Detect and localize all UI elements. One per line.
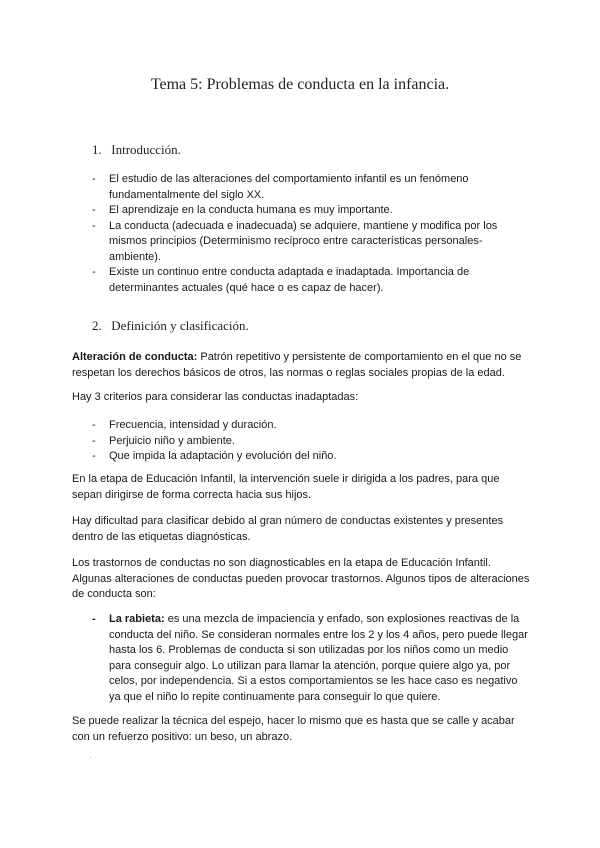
section-title: Introducción. [111, 142, 181, 157]
list-item: - El estudio de las alteraciones del comportamiento infantil es un fenómeno fundamentalmente del siglo XX. [92, 172, 522, 203]
rabieta-body [92, 612, 532, 705]
list-item: - La conducta (adecuada e inadecuada) se adquiere, mantiene y modifica por los mismos principios (Determinismo recíproco entre características personales-ambiente). [92, 219, 522, 266]
section-number: 1. [92, 142, 102, 157]
section-title: Definición y clasificación. [111, 318, 249, 333]
section-heading-introduccion [92, 142, 181, 158]
rabieta-term: La rabieta: [109, 613, 165, 625]
page-title: Tema 5: Problemas de conducta en la infancia. [150, 76, 450, 93]
paragraph-trastornos: Los trastornos de conductas no son diagnosticables en la etapa de Educación Infantil. Algunas alteraciones de conductas pueden provocar trastornos. Algunos tipos de alteraciones de conducta son: [72, 557, 530, 600]
intro-list [92, 172, 522, 296]
paragraph-dificultad: Hay dificultad para clasificar debido al gran número de conductas existentes y presentes dentro de las etiquetas diagnósticas. [72, 515, 504, 543]
list-item: - Perjuicio niño y ambiente. [92, 434, 522, 450]
list-item: - El aprendizaje en la conducta humana es muy importante. [92, 203, 522, 219]
definition-paragraph [72, 350, 532, 381]
list-dash: - [92, 613, 96, 625]
rabieta-text: es una mezcla de impaciencia y enfado, son explosiones reactivas de la conducta del niño. Se consideran normales entre los 2 y los 4 años, pero puede llegar hasta los 6. Problemas de conducta si son utilizadas por los niños como un medio para conseguir algo. Lo utilizan para llamar la atención, porque quiere algo ya, por celos, por independencia. Si a estos comportamientos se les hace caso es negativo ya que el niño lo repite continuamente para conseguir lo que quiere. [109, 613, 528, 703]
section-number: 2. [92, 318, 102, 333]
list-item: - Frecuencia, intensidad y duración. [92, 418, 522, 434]
paragraph-etapa: En la etapa de Educación Infantil, la intervención suele ir dirigida a los padres, para que sepan dirigirse de forma correcta hacia sus hijos. [72, 473, 500, 501]
page-mark [90, 757, 91, 758]
section-heading-definicion [92, 318, 249, 334]
rabieta-item [92, 612, 532, 705]
definition-term: Alteración de conducta: [72, 351, 198, 363]
definition-text: Patrón repetitivo y persistente de comportamiento en el que no se respetan los derechos básicos de otros, las normas o reglas sociales propias de la edad. [72, 351, 522, 379]
closing-paragraph: Se puede realizar la técnica del espejo, hacer lo mismo que es hasta que se calle y acabar con un refuerzo positivo: un beso, un abrazo. [72, 715, 515, 743]
criteria-intro: Hay 3 criterios para considerar las conductas inadaptadas: [72, 391, 359, 403]
list-item: - Que impida la adaptación y evolución del niño. [92, 449, 522, 465]
list-item: - Existe un continuo entre conducta adaptada e inadaptada. Importancia de determinantes actuales (qué hace o es capaz de hacer). [92, 265, 522, 296]
criteria-list [92, 418, 522, 465]
